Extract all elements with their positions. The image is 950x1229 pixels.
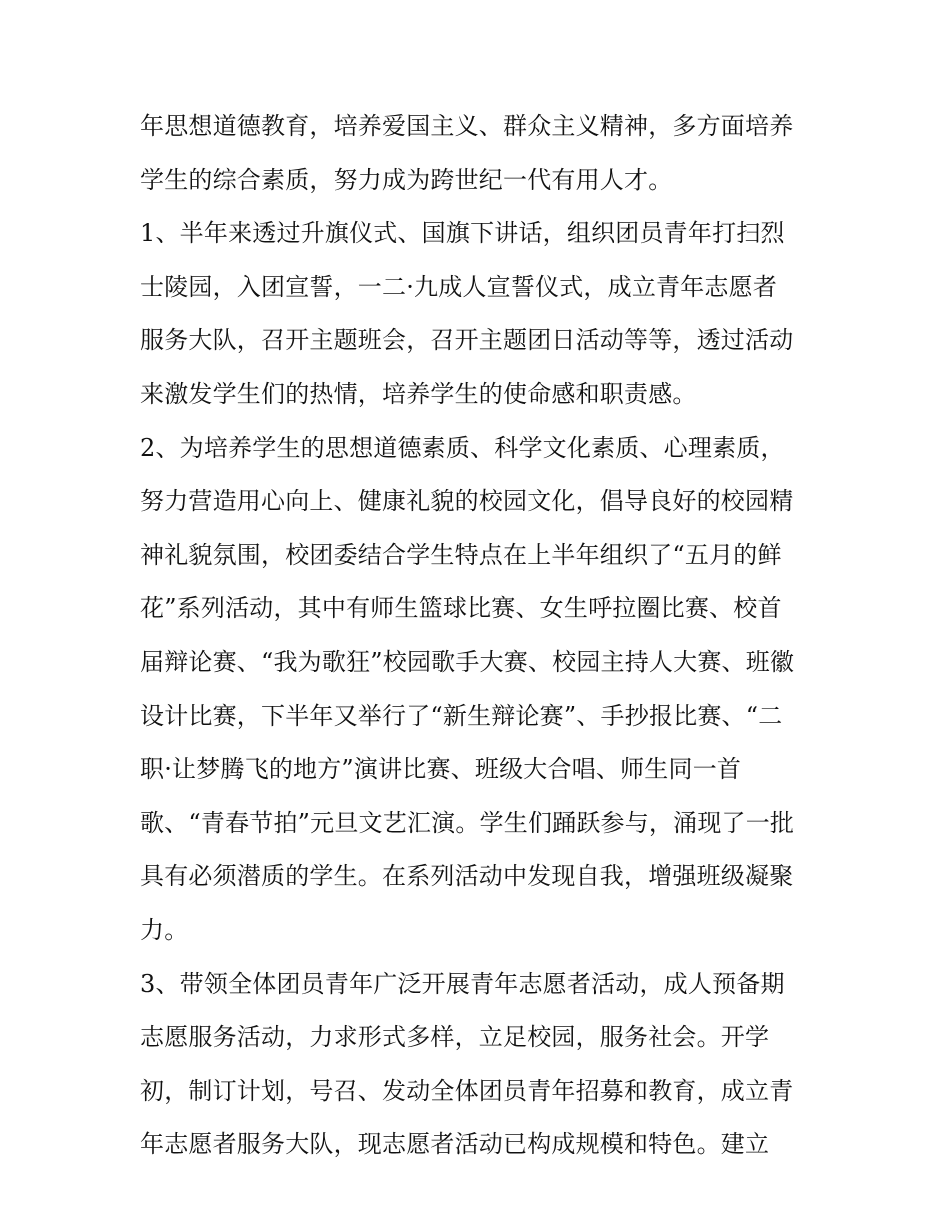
text-line: 志愿服务活动，力求形式多样，立足校园，服务社会。开学 — [140, 1023, 770, 1052]
text-line: 2、为培养学生的思想道德素质、科学文化素质、心理素质， — [140, 433, 785, 462]
text-line: 花”系列活动，其中有师生篮球比赛、女生呼拉圈比赛、校首 — [140, 594, 782, 623]
text-line: 初，制订计划，号召、发动全体团员青年招募和教育，成立青 — [140, 1076, 794, 1105]
text-line: 服务大队，召开主题班会，召开主题团日活动等等，透过活动 — [140, 326, 794, 355]
text-line: 努力营造用心向上、健康礼貌的校园文化，倡导良好的校园精 — [140, 487, 794, 516]
text-line: 1、半年来透过升旗仪式、国旗下讲话，组织团员青年打扫烈 — [140, 219, 785, 248]
document-body — [140, 100, 820, 1172]
text-line: 士陵园，入团宣誓，一二·九成人宣誓仪式，成立青年志愿者 — [140, 272, 778, 301]
text-line: 神礼貌氛围，校团委结合学生特点在上半年组织了“五月的鲜 — [140, 540, 782, 569]
text-line: 年思想道德教育，培养爱国主义、群众主义精神，多方面培养 — [140, 112, 794, 140]
text-line: 力。 — [140, 915, 189, 944]
text-line: 3、带领全体团员青年广泛开展青年志愿者活动，成人预备期 — [140, 969, 785, 998]
text-line: 歌、“青春节拍”元旦文艺汇演。学生们踊跃参与，涌现了一批 — [140, 808, 795, 837]
text-line: 学生的综合素质，努力成为跨世纪一代有用人才。 — [140, 165, 673, 194]
text-line: 设计比赛，下半年又举行了“新生辩论赛”、手抄报比赛、“二 — [140, 701, 783, 730]
text-line: 届辩论赛、“我为歌狂”校园歌手大赛、校园主持人大赛、班徽 — [140, 647, 795, 676]
text-line: 来激发学生们的热情，培养学生的使命感和职责感。 — [140, 379, 697, 408]
text-line: 职·让梦腾飞的地方”演讲比赛、班级大合唱、师生同一首 — [140, 755, 742, 784]
text-line: 年志愿者服务大队，现志愿者活动已构成规模和特色。建立 — [140, 1130, 770, 1159]
text-line: 具有必须潜质的学生。在系列活动中发现自我，增强班级凝聚 — [140, 862, 794, 891]
